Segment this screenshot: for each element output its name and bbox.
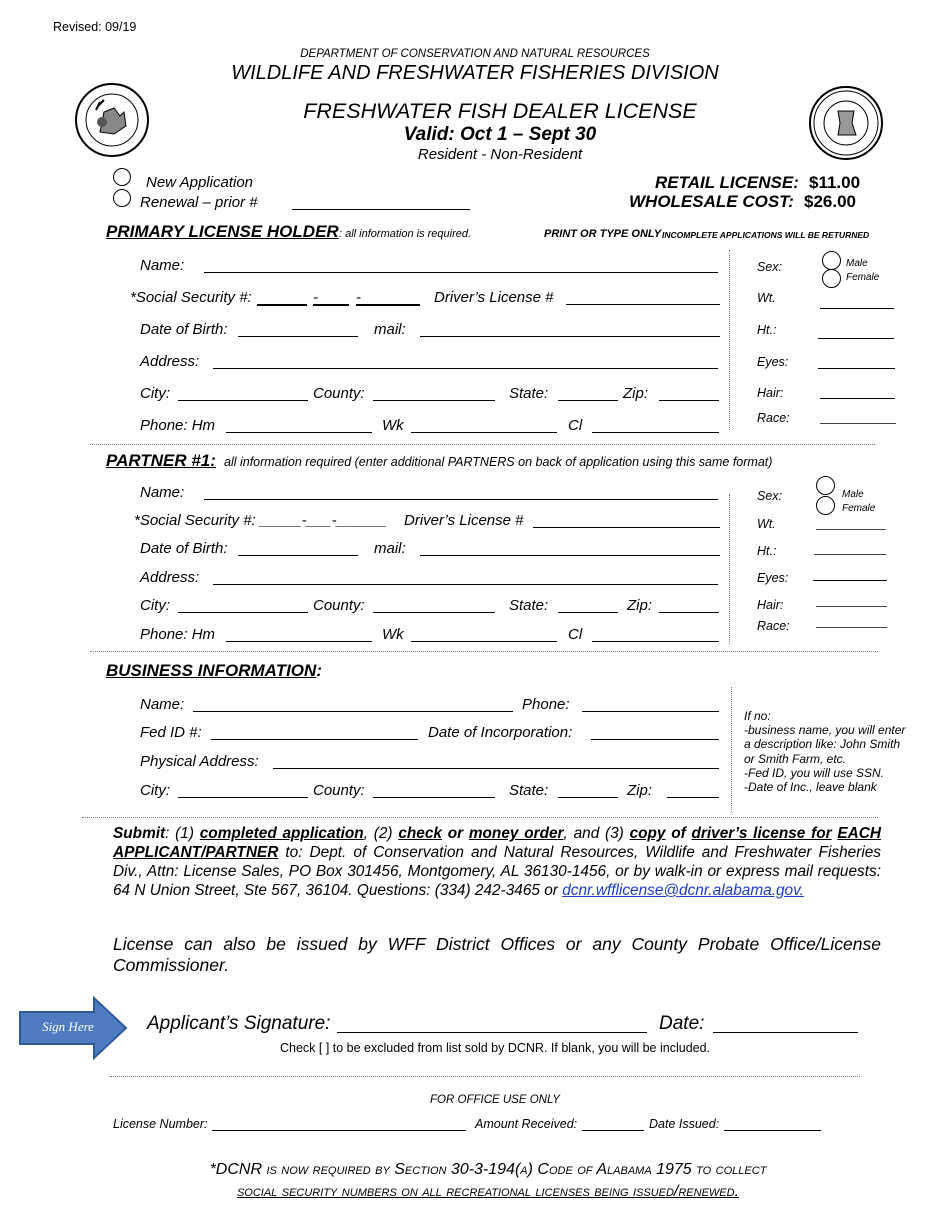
print-note: PRINT OR TYPE ONLY bbox=[544, 228, 662, 240]
partner-zip-label: Zip: bbox=[627, 597, 653, 614]
partner-ssn-label: *Social Security #: _____-___-______ bbox=[134, 512, 387, 529]
partner-name-label: Name: bbox=[140, 484, 185, 501]
partner-phone-label: Phone: Hm bbox=[140, 626, 216, 643]
date-issued-field[interactable] bbox=[724, 1130, 821, 1131]
sign-here-label: Sign Here bbox=[42, 1019, 94, 1034]
partner-state-label: State: bbox=[509, 597, 549, 614]
partner-female-label: Female bbox=[842, 503, 876, 514]
separator-2 bbox=[90, 651, 878, 652]
office-use-title: FOR OFFICE USE ONLY bbox=[430, 1094, 560, 1106]
primary-phone-hm-field[interactable] bbox=[226, 432, 372, 433]
business-incorporation-label: Date of Incorporation: bbox=[428, 724, 573, 741]
primary-name-label: Name: bbox=[140, 257, 185, 274]
partner-hair-label: Hair: bbox=[757, 598, 784, 612]
primary-eyes-label: Eyes: bbox=[757, 355, 789, 369]
primary-race-label: Race: bbox=[757, 411, 790, 425]
amount-received-label: Amount Received: bbox=[475, 1117, 578, 1131]
primary-dl-field[interactable] bbox=[566, 304, 720, 305]
primary-address-label: Address: bbox=[140, 353, 200, 370]
partner-cl-label: Cl bbox=[568, 626, 583, 643]
footer-line-1: *DCNR is now required by Section 30-3-194(a) Code of Alabama 1975 to collect bbox=[209, 1161, 767, 1178]
incomplete-note: INCOMPLETE APPLICATIONS WILL BE RETURNED bbox=[662, 230, 870, 240]
separator-3 bbox=[82, 817, 878, 818]
primary-hair-label: Hair: bbox=[757, 386, 784, 400]
separator-1 bbox=[90, 444, 875, 445]
completed-application: completed application bbox=[199, 825, 364, 842]
renewal-radio[interactable] bbox=[113, 189, 131, 207]
check-word: check bbox=[398, 825, 442, 842]
partner-phone-hm-field[interactable] bbox=[226, 641, 372, 642]
primary-wt-label: Wt. bbox=[757, 291, 776, 305]
great-seal-logo bbox=[808, 85, 884, 161]
business-phone-field[interactable] bbox=[582, 711, 719, 712]
business-zip-field[interactable] bbox=[667, 797, 719, 798]
primary-dl-label: Driver’s License # bbox=[434, 289, 554, 306]
partner-zip-field[interactable] bbox=[659, 612, 719, 613]
signature-label: Applicant’s Signature: bbox=[147, 1013, 331, 1034]
business-note-line: or Smith Farm, etc. bbox=[744, 751, 847, 766]
sign-here-arrow bbox=[18, 996, 128, 1060]
partner-name-field[interactable] bbox=[204, 499, 718, 500]
partner-county-label: County: bbox=[313, 597, 365, 614]
primary-divider bbox=[729, 250, 730, 430]
primary-state-field[interactable] bbox=[558, 400, 618, 401]
business-note-line: a description like: John Smith bbox=[744, 737, 901, 752]
partner-state-field[interactable] bbox=[558, 612, 618, 613]
business-state-field[interactable] bbox=[558, 797, 618, 798]
partner-mail-label: mail: bbox=[374, 540, 406, 557]
business-state-label: State: bbox=[509, 782, 549, 799]
signature-date-field[interactable] bbox=[713, 1032, 858, 1033]
signature-field[interactable] bbox=[337, 1032, 647, 1033]
business-incorporation-field[interactable] bbox=[591, 739, 719, 740]
primary-hair-field[interactable] bbox=[820, 398, 895, 399]
business-name-label: Name: bbox=[140, 696, 185, 713]
revised-date: Revised: 09/19 bbox=[53, 20, 137, 34]
business-note-line: -business name, you will enter bbox=[744, 723, 906, 738]
money-order: money order bbox=[468, 825, 564, 842]
business-heading bbox=[106, 661, 322, 681]
partner-male-label: Male bbox=[842, 489, 864, 500]
amount-received-field[interactable] bbox=[582, 1130, 644, 1131]
retail-value: $11.00 bbox=[809, 173, 861, 192]
business-city-field[interactable] bbox=[178, 797, 308, 798]
partner-male-radio[interactable] bbox=[816, 476, 835, 495]
business-note-line: If no: bbox=[744, 709, 771, 723]
business-fedid-field[interactable] bbox=[211, 739, 418, 740]
primary-wk-label: Wk bbox=[382, 417, 404, 434]
partner-wk-field[interactable] bbox=[411, 641, 557, 642]
wholesale-value: $26.00 bbox=[804, 192, 856, 211]
business-heading-colon: : bbox=[316, 661, 322, 680]
primary-cl-label: Cl bbox=[568, 417, 583, 434]
of-word: of bbox=[665, 825, 692, 842]
separator-4 bbox=[110, 1076, 860, 1077]
renewal-label: Renewal – prior # bbox=[140, 194, 258, 211]
primary-dob-field[interactable] bbox=[238, 336, 358, 337]
ssn-dash-2: - bbox=[356, 289, 361, 306]
email-link[interactable]: dcnr.wfflicense@dcnr.alabama.gov. bbox=[562, 882, 804, 899]
primary-heading: PRIMARY LICENSE HOLDER bbox=[106, 222, 339, 241]
primary-cl-field[interactable] bbox=[592, 432, 719, 433]
or-word: or bbox=[441, 825, 469, 842]
primary-wt-field[interactable] bbox=[820, 308, 894, 309]
partner-hair-field[interactable] bbox=[816, 606, 887, 607]
partner-wt-label: Wt. bbox=[757, 517, 776, 531]
partner-city-label: City: bbox=[140, 597, 170, 614]
submit-text: : (1) bbox=[165, 825, 200, 842]
new-application-radio[interactable] bbox=[113, 168, 131, 186]
primary-address-field[interactable] bbox=[213, 368, 718, 369]
business-county-label: County: bbox=[313, 782, 365, 799]
partner-sex-label: Sex: bbox=[757, 489, 783, 503]
business-name-field[interactable] bbox=[193, 711, 513, 712]
business-heading-text: BUSINESS INFORMATION bbox=[106, 661, 317, 680]
primary-race-field[interactable] bbox=[820, 423, 896, 424]
primary-zip-label: Zip: bbox=[623, 385, 649, 402]
partner-dob-field[interactable] bbox=[238, 555, 358, 556]
partner-ht-field[interactable] bbox=[814, 554, 886, 555]
primary-mail-field[interactable] bbox=[420, 336, 720, 337]
prior-license-field[interactable] bbox=[292, 209, 470, 210]
partner-heading: PARTNER #1: bbox=[106, 451, 216, 470]
residency: Resident - Non-Resident bbox=[417, 146, 583, 163]
primary-note: : all information is required. bbox=[339, 228, 472, 240]
partner-ht-label: Ht.: bbox=[757, 544, 777, 558]
dept-name: DEPARTMENT OF CONSERVATION AND NATURAL RESOURCES bbox=[300, 48, 650, 60]
partner-wt-field[interactable] bbox=[816, 529, 886, 530]
partner-eyes-field[interactable] bbox=[813, 580, 887, 581]
new-application-label: New Application bbox=[146, 174, 253, 191]
partner-divider bbox=[729, 494, 730, 644]
partner-mail-field[interactable] bbox=[420, 555, 720, 556]
primary-phone-label: Phone: Hm bbox=[140, 417, 216, 434]
submit-text: , (2) bbox=[363, 825, 399, 842]
primary-male-label: Male bbox=[846, 258, 868, 269]
partner-race-field[interactable] bbox=[816, 627, 887, 628]
license-number-label: License Number: bbox=[113, 1117, 208, 1131]
business-note-line: -Date of Inc., leave blank bbox=[744, 780, 877, 795]
submit-address: to: Dept. of Conservation and Natural Resources, Wildlife and Freshwater Fisheries Div., Attn: License Sales, PO Box 301456, Montgomery, AL 36130-1456, or by walk-in or express mail requests: 64 N Union Street, Ste 567, 36104. Questions: (334) 242-3465 or bbox=[113, 844, 881, 899]
partner-dl-label: Driver’s License # bbox=[404, 512, 524, 529]
form-title: FRESHWATER FISH DEALER LICENSE bbox=[303, 99, 697, 123]
partner-dob-label: Date of Birth: bbox=[140, 540, 228, 557]
business-note-line: -Fed ID, you will use SSN. bbox=[744, 765, 885, 780]
signature-date-label: Date: bbox=[659, 1013, 705, 1034]
valid-period: Valid: Oct 1 – Sept 30 bbox=[403, 124, 597, 145]
business-city-label: City: bbox=[140, 782, 170, 799]
business-fedid-label: Fed ID #: bbox=[140, 724, 202, 741]
partner-address-label: Address: bbox=[140, 569, 200, 586]
partner-race-label: Race: bbox=[757, 619, 790, 633]
partner-address-field[interactable] bbox=[213, 584, 718, 585]
primary-county-label: County: bbox=[313, 385, 365, 402]
drivers-license-for: driver’s license for bbox=[691, 825, 832, 842]
partner-wk-label: Wk bbox=[382, 626, 404, 643]
primary-city-label: City: bbox=[140, 385, 170, 402]
primary-ssn-label: *Social Security #: bbox=[130, 289, 252, 306]
division-name: WILDLIFE AND FRESHWATER FISHERIES DIVISION bbox=[231, 62, 719, 84]
partner-dl-field[interactable] bbox=[533, 527, 720, 528]
primary-ht-label: Ht.: bbox=[757, 323, 777, 337]
business-physical-address-label: Physical Address: bbox=[140, 753, 259, 770]
primary-eyes-field[interactable] bbox=[818, 368, 895, 369]
primary-male-radio[interactable] bbox=[822, 251, 841, 270]
business-county-field[interactable] bbox=[373, 797, 495, 798]
exclude-checkbox-text[interactable]: Check [ ] to be excluded from list sold by DCNR. If blank, you will be included. bbox=[279, 1041, 711, 1055]
primary-state-label: State: bbox=[509, 385, 549, 402]
partner-note: all information required (enter additional PARTNERS on back of application using this same format) bbox=[224, 455, 773, 469]
submit-text: , and (3) bbox=[563, 825, 630, 842]
license-number-field[interactable] bbox=[212, 1130, 466, 1131]
wff-logo bbox=[74, 82, 150, 158]
primary-female-radio[interactable] bbox=[822, 269, 841, 288]
partner-city-field[interactable] bbox=[178, 612, 308, 613]
business-phone-label: Phone: bbox=[522, 696, 570, 713]
primary-name-field[interactable] bbox=[204, 272, 718, 273]
primary-zip-field[interactable] bbox=[659, 400, 719, 401]
copy-word: copy bbox=[629, 825, 666, 842]
date-issued-label: Date Issued: bbox=[649, 1117, 720, 1131]
primary-wk-field[interactable] bbox=[411, 432, 557, 433]
ssn-dash-1: - bbox=[313, 289, 318, 306]
business-note bbox=[744, 709, 905, 794]
primary-dob-label: Date of Birth: bbox=[140, 321, 228, 338]
primary-city-field[interactable] bbox=[178, 400, 308, 401]
primary-county-field[interactable] bbox=[373, 400, 495, 401]
business-physical-address-field[interactable] bbox=[273, 768, 719, 769]
partner-eyes-label: Eyes: bbox=[757, 571, 789, 585]
submit-instructions bbox=[113, 824, 881, 900]
partner-county-field[interactable] bbox=[373, 612, 495, 613]
partner-cl-field[interactable] bbox=[592, 641, 719, 642]
wholesale-label: WHOLESALE COST: bbox=[629, 192, 794, 211]
each-applicant: EACH APPLICANT/PARTNER bbox=[113, 825, 881, 861]
primary-sex-label: Sex: bbox=[757, 260, 783, 274]
primary-mail-label: mail: bbox=[374, 321, 406, 338]
retail-label: RETAIL LICENSE: bbox=[655, 173, 799, 192]
partner-female-radio[interactable] bbox=[816, 496, 835, 515]
business-zip-label: Zip: bbox=[627, 782, 653, 799]
primary-ssn-field-3[interactable] bbox=[356, 304, 420, 306]
business-divider bbox=[731, 687, 732, 812]
license-note: License can also be issued by WFF District Offices or any County Probate Office/License Commissioner. bbox=[113, 934, 881, 975]
footer-line-2: social security numbers on all recreational licenses being issued/renewed. bbox=[236, 1183, 740, 1200]
primary-ssn-field-2[interactable] bbox=[313, 304, 349, 306]
submit-word: Submit bbox=[113, 825, 166, 842]
primary-ht-field[interactable] bbox=[818, 338, 894, 339]
primary-ssn-field-1[interactable] bbox=[257, 304, 307, 306]
primary-female-label: Female bbox=[846, 272, 880, 283]
